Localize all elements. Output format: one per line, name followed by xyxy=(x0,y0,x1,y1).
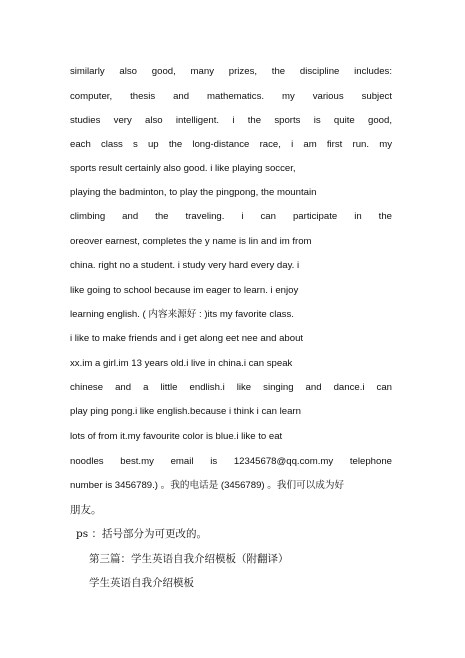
body-line-12: i like to make friends and i get along eet nee and about xyxy=(70,333,304,344)
subheading: 学生英语自我介绍模板 xyxy=(89,577,194,589)
body-line-17: noodles best.my email is 12345678@qq.com.my telephone xyxy=(70,456,392,467)
section-heading: 第三篇：学生英语自我介绍模板（附翻译） xyxy=(89,553,289,565)
ps-note: ps ：括号部分为可更改的。 xyxy=(76,528,207,540)
body-line-13: xx.im a girl.im 13 years old.i live in china.i can speak xyxy=(70,358,293,369)
body-line-2: computer, thesis and mathematics. my various subject xyxy=(70,91,392,102)
body-line-1: similarly also good, many prizes, the discipline includes: xyxy=(70,66,392,77)
body-line-5: sports result certainly also good. i like playing soccer, xyxy=(70,163,296,174)
body-line-15: play ping pong.i like english.because i think i can learn xyxy=(70,406,301,417)
body-line-9: china. right no a student. i study very hard every day. i xyxy=(70,260,300,271)
body-line-10: like going to school because im eager to learn. i enjoy xyxy=(70,285,299,296)
body-line-16: lots of from it.my favourite color is blue.i like to eat xyxy=(70,431,283,442)
body-line-4: each class s up the long-distance race, i am first run. my xyxy=(70,139,392,150)
body-line-7: climbing and the traveling. i can participate in the xyxy=(70,211,392,222)
body-line-8: oreover earnest, completes the y name is lin and im from xyxy=(70,236,312,247)
body-line-6: playing the badminton, to play the pingpong, the mountain xyxy=(70,187,317,198)
body-line-11: learning english. ( 内容来源好 : )its my favorite class. xyxy=(70,309,294,320)
body-line-14: chinese and a little endlish.i like singing and dance.i can xyxy=(70,382,392,393)
body-line-3: studies very also intelligent. i the sports is quite good, xyxy=(70,115,392,126)
body-line-18: number is 3456789.) 。我的电话是 (3456789) 。我们可以成为好 xyxy=(70,480,345,491)
body-line-19: 朋友。 xyxy=(70,504,102,516)
